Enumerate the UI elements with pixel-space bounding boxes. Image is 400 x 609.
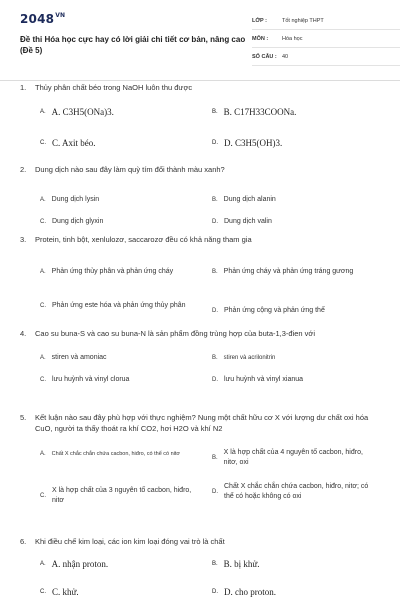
question-text: 2. Dung dịch nào sau đây làm quỳ tím đổi thành màu xanh? xyxy=(20,165,225,174)
answer-option-c[interactable]: C. C. Axit béo. xyxy=(40,138,96,148)
exam-meta xyxy=(252,12,400,66)
question-2 xyxy=(20,164,380,225)
answer-option-c[interactable]: C. C. khử. xyxy=(40,587,79,597)
answer-option-a[interactable]: A. Dung dịch lysin xyxy=(40,196,100,203)
answer-option-d[interactable]: D. Phản ứng cộng và phản ứng thế xyxy=(212,307,325,314)
header-divider xyxy=(0,80,400,81)
answer-option-d[interactable]: D. D. cho proton. xyxy=(212,587,276,597)
question-text: 6. Khi điều chế kim loại, các ion kim loại đóng vai trò là chất xyxy=(20,537,225,546)
exam-title: Đề thi Hóa học cực hay có lời giải chi tiết cơ bản, nâng cao (Đề 5) xyxy=(20,35,246,55)
question-text: 1. Thủy phân chất béo trong NaOH luôn thu được xyxy=(20,83,193,92)
answer-option-a[interactable]: A. A. C3H5(ONa)3. xyxy=(40,107,114,117)
answer-option-b[interactable]: B. X là hợp chất của 4 nguyên tố cacbon, hiđro, nitơ, oxi xyxy=(212,449,363,466)
question-3 xyxy=(20,234,380,325)
answer-option-c[interactable]: C. lưu huỳnh và vinyl clorua xyxy=(40,376,130,383)
brand-logo[interactable]: $2048^{VN}$ xyxy=(20,12,66,26)
meta-value: Hóa học xyxy=(282,35,303,42)
question-text: 5. Kết luận nào sau đây phù hợp với thực nghiệm? Nung một chất hữu cơ X với lượng dư chất oxi hóa CuO, người ta thấy thoát ra khí CO2, hơi H2O và khí N2 xyxy=(20,413,369,433)
answer-option-d[interactable]: D. Dung dịch valin xyxy=(212,218,272,225)
meta-row-subject xyxy=(252,30,400,48)
meta-key: SỐ CÂU : xyxy=(252,53,277,60)
answer-option-a[interactable]: A. stiren và amoniac xyxy=(40,354,107,361)
answer-option-a[interactable]: A. Chất X chắc chắn chứa cacbon, hiđro, có thể có nitơ xyxy=(40,451,181,457)
question-text: 4. Cao su buna-S và cao su buna-N là sản phẩm đồng trùng hợp của buta-1,3-đien với xyxy=(20,329,316,338)
question-4 xyxy=(20,328,380,399)
answer-option-b[interactable]: B. B. bị khử. xyxy=(212,559,260,569)
answer-option-c[interactable]: C. Dung dịch glyxin xyxy=(40,218,104,225)
meta-value: 40 xyxy=(282,53,289,60)
answer-option-b[interactable]: B. Phản ứng cháy và phản ứng tráng gương xyxy=(212,268,354,275)
meta-key: LỚP : xyxy=(252,17,267,24)
exam-header xyxy=(20,0,382,80)
question-5 xyxy=(20,412,380,534)
answer-option-b[interactable]: B. Dung dịch alanin xyxy=(212,196,276,203)
answer-option-a[interactable]: A. Phản ứng thủy phân và phản ứng cháy xyxy=(40,268,174,275)
answer-option-a[interactable]: A. A. nhận proton. xyxy=(40,559,109,569)
answer-option-d[interactable]: D. D. C3H5(OH)3. xyxy=(212,138,283,148)
answer-option-b[interactable]: B. stiren và acrilonitrin xyxy=(212,355,276,361)
answer-option-d[interactable]: D. Chất X chắc chắn chứa cacbon, hiđro, nitơ; có thể có hoặc không có oxi xyxy=(212,483,369,500)
meta-row-class xyxy=(252,12,400,30)
meta-value: Tốt nghiệp THPT xyxy=(282,17,324,24)
question-text: 3. Protein, tinh bột, xenlulozơ, saccarozơ đều có khả năng tham gia xyxy=(20,235,252,244)
answer-option-c[interactable]: C. X là hợp chất của 3 nguyên tố cacbon, hiđro, nitơ xyxy=(40,487,192,504)
meta-row-count xyxy=(252,48,400,66)
answer-option-c[interactable]: C. Phản ứng este hóa và phản ứng thủy phân xyxy=(40,302,186,309)
question-1 xyxy=(20,82,380,159)
question-6 xyxy=(20,536,380,609)
meta-key: MÔN : xyxy=(252,35,269,42)
answer-option-b[interactable]: B. B. C17H33COONa. xyxy=(212,107,297,117)
answer-option-d[interactable]: D. lưu huỳnh và vinyl xianua xyxy=(212,376,304,383)
